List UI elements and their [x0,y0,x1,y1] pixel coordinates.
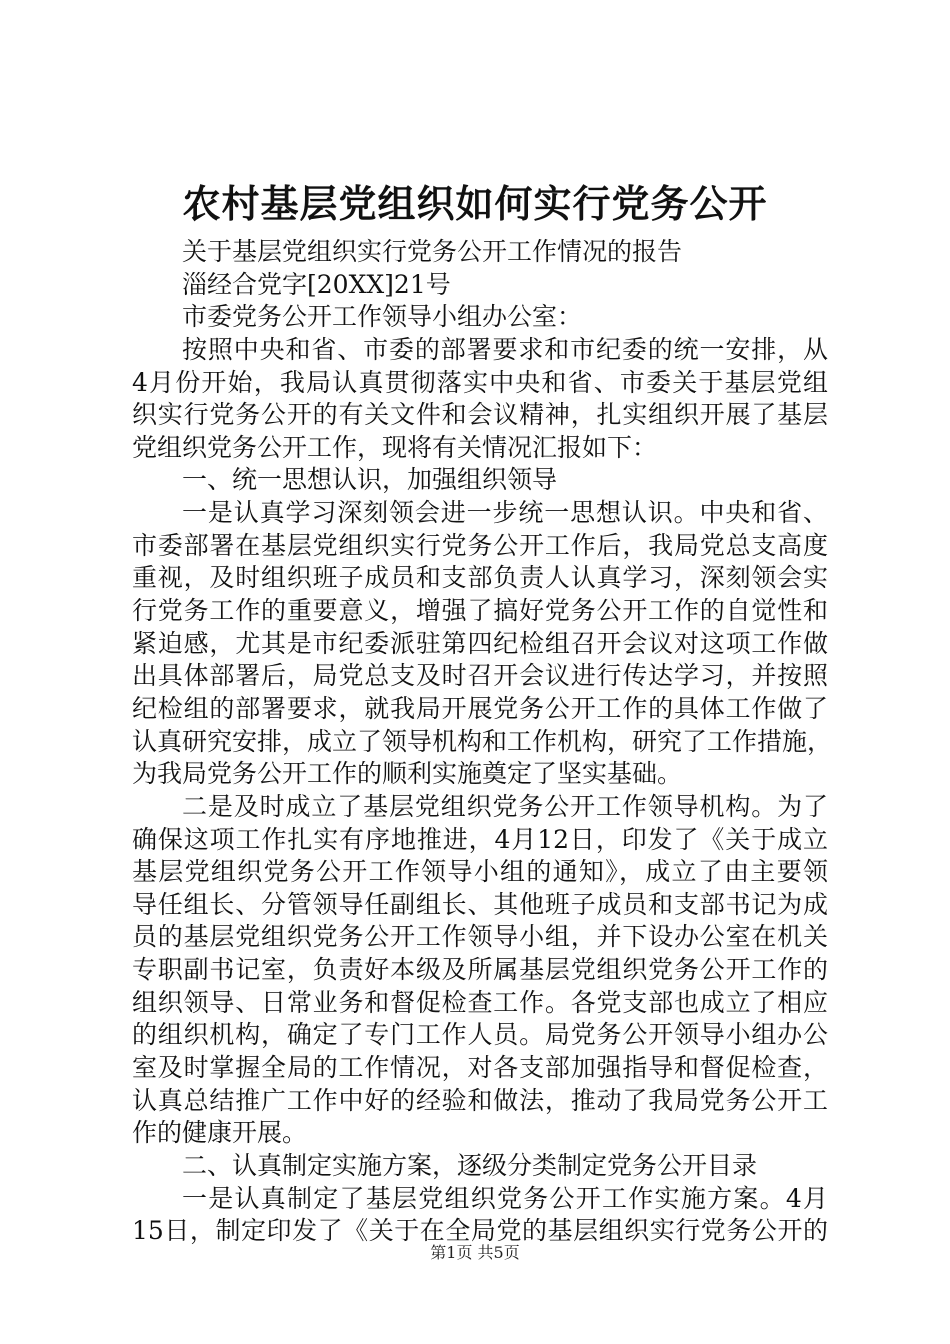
paragraph-line: 出具体部署后，局党总支及时召开会议进行传达学习，并按照 [132,661,828,691]
paragraph-line: 党组织党务公开工作，现将有关情况汇报如下： [132,432,658,462]
document-body [132,236,833,1248]
paragraph-line: 织实行党务公开的有关文件和会议精神，扎实组织开展了基层 [132,400,828,430]
page-footer: 第1页 共5页 [430,1243,520,1262]
paragraph-line: 一是认真学习深刻领会进一步统一思想认识。中央和省、 [182,498,828,528]
paragraph-line: 重视，及时组织班子成员和支部负责人认真学习，深刻领会实 [132,563,828,593]
document-title: 农村基层党组织如何实行党务公开 [182,181,768,226]
paragraph-line: 15日，制定印发了《关于在全局党的基层组织实行党务公开的 [132,1216,828,1246]
document-number-line: 淄经合党字[20XX]21号 [182,269,451,299]
paragraph-line: 行党务工作的重要意义，增强了搞好党务公开工作的自觉性和 [132,596,828,626]
paragraph-line: 认真研究安排，成立了领导机构和工作机构，研究了工作措施， [132,726,833,756]
paragraph-line: 作的健康开展。 [132,1118,308,1148]
paragraph-line: 为我局党务公开工作的顺利实施奠定了坚实基础。 [132,759,683,789]
section-heading: 一、统一思想认识，加强组织领导 [182,465,558,495]
paragraph-line: 认真总结推广工作中好的经验和做法，推动了我局党务公开工 [132,1085,828,1115]
paragraph-line: 室及时掌握全局的工作情况，对各支部加强指导和督促检查， [132,1053,828,1083]
paragraph-line: 4月份开始，我局认真贯彻落实中央和省、市委关于基层党组 [132,367,828,397]
paragraph-line: 的组织机构，确定了专门工作人员。局党务公开领导小组办公 [132,1020,828,1050]
report-title-line: 关于基层党组织实行党务公开工作情况的报告 [182,237,683,266]
paragraph-line: 组织领导、日常业务和督促检查工作。各党支部也成立了相应 [132,987,828,1017]
section-heading: 二、认真制定实施方案，逐级分类制定党务公开目录 [182,1150,758,1180]
paragraph-line: 基层党组织党务公开工作领导小组的通知》，成立了由主要领 [132,857,828,887]
paragraph-line: 二是及时成立了基层党组织党务公开工作领导机构。为了 [182,791,828,821]
paragraph-line: 纪检组的部署要求，就我局开展党务公开工作的具体工作做了 [132,693,828,723]
paragraph-line: 导任组长、分管领导任副组长、其他班子成员和支部书记为成 [132,889,828,919]
paragraph-line: 按照中央和省、市委的部署要求和市纪委的统一安排，从 [182,334,828,364]
paragraph-line: 专职副书记室，负责好本级及所属基层党组织党务公开工作的 [132,955,828,985]
paragraph-line: 市委部署在基层党组织实行党务公开工作后，我局党总支高度 [132,530,828,560]
paragraph-line: 紧迫感，尤其是市纪委派驻第四纪检组召开会议对这项工作做 [132,628,828,658]
paragraph-line: 一是认真制定了基层党组织党务公开工作实施方案。4月 [182,1183,828,1213]
paragraph-line: 确保这项工作扎实有序地推进，4月12日，印发了《关于成立 [132,824,828,854]
paragraph-line: 员的基层党组织党务公开工作领导小组，并下设办公室在机关 [132,922,828,952]
recipient-line: 市委党务公开工作领导小组办公室： [182,302,583,332]
